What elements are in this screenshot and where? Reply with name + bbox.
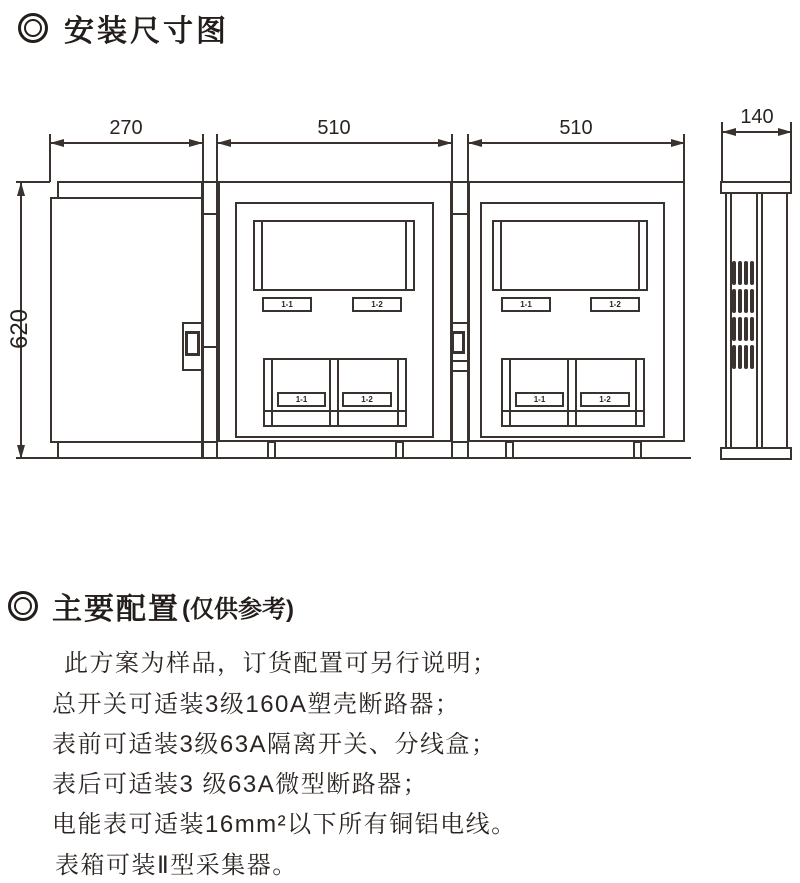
breaker-block-line [329, 360, 331, 425]
sideview-bottom-tab [720, 447, 792, 460]
meter-tag: 1-1 [501, 297, 551, 312]
column-tick [451, 213, 469, 215]
dim-label-door-width: 270 [109, 117, 143, 139]
window-side-line [638, 222, 640, 289]
breaker-block-line [265, 410, 405, 412]
meter-tag: 1-1 [262, 297, 312, 312]
meter-tag: 1-1 [515, 392, 564, 407]
breaker-block-line [509, 360, 511, 425]
panel1-meter-window [253, 220, 415, 291]
dim-line-270 [50, 142, 203, 144]
breaker-block-line [397, 360, 399, 425]
column-latch-inner [451, 331, 465, 354]
window-side-line [500, 222, 502, 289]
door-body [50, 197, 203, 443]
dim-arrow [671, 139, 685, 147]
meter-tag: 1-2 [352, 297, 402, 312]
config-title: 主要配置 [52, 593, 180, 626]
config-title-note: (仅供参考) [182, 595, 294, 623]
config-line: 总开关可适装3级160A塑壳断路器； [52, 691, 461, 718]
breaker-block-line [635, 360, 637, 425]
sideview-divider [761, 194, 763, 447]
dim-arrow [17, 182, 25, 196]
meter-tag: 1-1 [277, 392, 326, 407]
mount-column-2 [451, 181, 469, 459]
front-view-base-line [45, 457, 691, 459]
meter-tag: 1-2 [580, 392, 630, 407]
config-line: 电能表可适装16mm²以下所有铜铝电线。 [52, 811, 517, 838]
dim-arrow [17, 445, 25, 459]
config-line: 此方案为样品，订货配置可另行说明； [64, 650, 498, 677]
door-latch-inner [185, 331, 200, 356]
sideview-divider [756, 194, 758, 447]
vent-slots-row [732, 345, 754, 369]
bullseye-icon [8, 591, 38, 621]
breaker-block-line [337, 360, 339, 425]
breaker-block-line [271, 360, 273, 425]
dim-arrow [468, 139, 482, 147]
dim-label-height: 620 [6, 308, 33, 350]
column-tick [202, 213, 218, 215]
dim-line-510b [468, 142, 685, 144]
meter-tag: 1-2 [590, 297, 640, 312]
column-tick [451, 441, 469, 443]
meter-tag: 1-2 [342, 392, 392, 407]
window-side-line [261, 222, 263, 289]
dim-arrow [50, 139, 64, 147]
install-section-heading [18, 6, 229, 50]
panel2-meter-window [492, 220, 648, 291]
vent-slots-row [732, 317, 754, 341]
breaker-block-line [575, 360, 577, 425]
vent-slots-row [732, 261, 754, 285]
dim-label-panel1-width: 510 [317, 117, 351, 139]
column-latch-line [451, 360, 469, 362]
breaker-block-line [503, 410, 643, 412]
vent-slots-row [732, 289, 754, 313]
dim-label-panel2-width: 510 [559, 117, 593, 139]
dim-arrow [189, 139, 203, 147]
config-section-heading [8, 584, 294, 628]
dim-label-side-width: 140 [740, 106, 774, 128]
column-tick [202, 441, 218, 443]
bullseye-icon [18, 13, 48, 43]
config-line: 表后可适装3 级63A微型断路器； [52, 771, 429, 798]
mount-column-1 [202, 181, 218, 459]
window-side-line [405, 222, 407, 289]
config-line: 表前可适装3级63A隔离开关、分线盒； [52, 731, 497, 758]
column-tick [202, 346, 218, 348]
install-title: 安装尺寸图 [64, 15, 229, 48]
dim-arrow [778, 128, 792, 136]
dim-arrow [722, 128, 736, 136]
dim-line-510a [217, 142, 452, 144]
dim-arrow [217, 139, 231, 147]
config-line: 表箱可装Ⅱ型采集器。 [55, 852, 298, 879]
dim-arrow [438, 139, 452, 147]
breaker-block-line [567, 360, 569, 425]
